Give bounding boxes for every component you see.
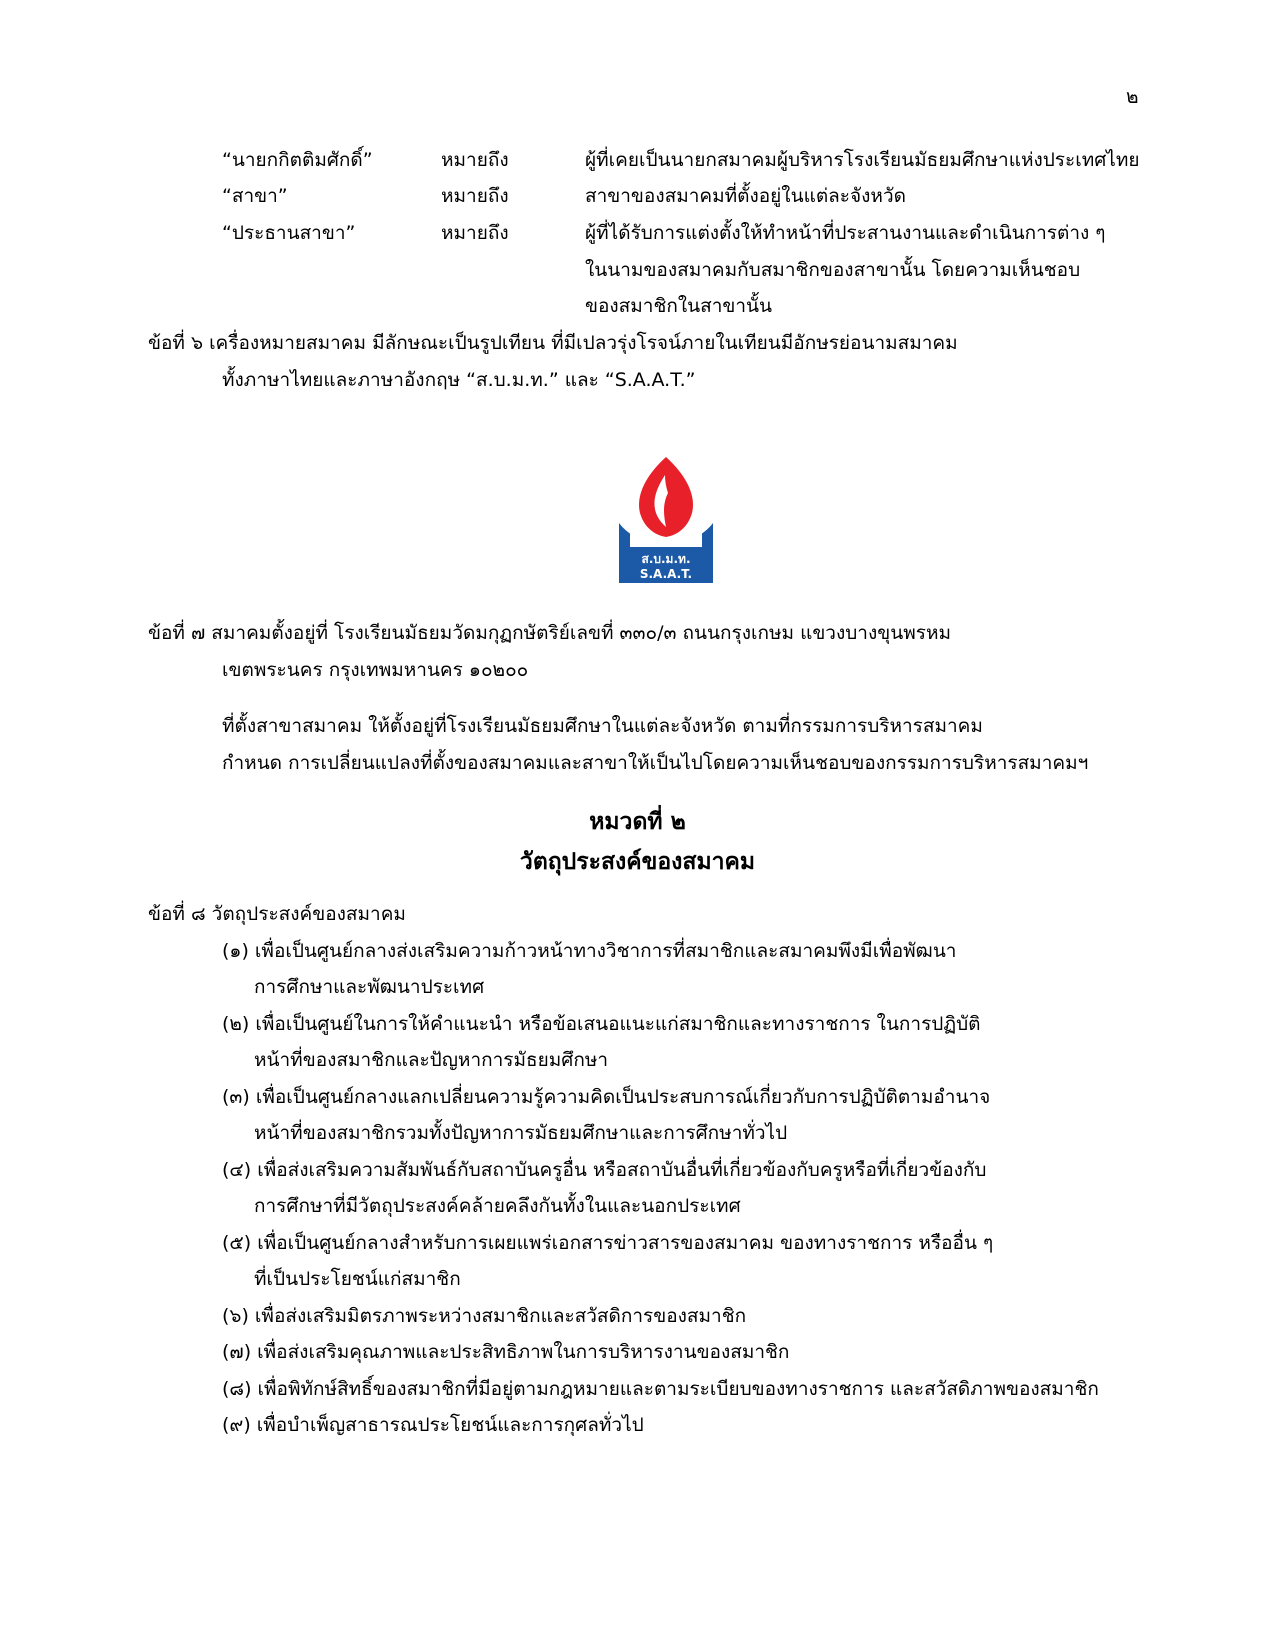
objective-item: (๒) เพื่อเป็นศูนย์ในการให้คำแนะนำ หรือข้อเสนอแนะแก่สมาชิกและทางราชการ ในการปฏิบัติ [222, 1013, 981, 1035]
definition-text: สาขาของสมาคมที่ตั้งอยู่ในแต่ละจังหวัด [585, 185, 906, 207]
article-7-text: ข้อที่ ๗ สมาคมตั้งอยู่ที่ โรงเรียนมัธยมวัดมกุฏกษัตริย์เลขที่ ๓๓๐/๓ ถนนกรุงเกษม แขวงบางขุนพรหม [148, 622, 952, 644]
page-number: ๒ [1126, 86, 1139, 108]
article-7-branch-text: กำหนด การเปลี่ยนแปลงที่ตั้งของสมาคมและสาขาให้เป็นไปโดยความเห็นชอบของกรรมการบริหารสมาคมฯ [222, 752, 1089, 774]
definition-text: ของสมาชิกในสาขานั้น [585, 295, 773, 317]
definition-term-branch: “สาขา” [222, 185, 288, 207]
objective-item-cont: ที่เป็นประโยชน์แก่สมาชิก [254, 1268, 461, 1290]
objective-item: (๔) เพื่อส่งเสริมความสัมพันธ์กับสถาบันครูอื่น หรือสถาบันอื่นที่เกี่ยวข้องกับครูหรือที่เกี่ยวข้องกับ [222, 1159, 987, 1181]
definition-verb: หมายถึง [441, 149, 509, 171]
objective-item: (๖) เพื่อส่งเสริมมิตรภาพระหว่างสมาชิกและสวัสดิการของสมาชิก [222, 1305, 747, 1327]
article-6-text: ข้อที่ ๖ เครื่องหมายสมาคม มีลักษณะเป็นรูปเทียน ที่มีเปลวรุ่งโรจน์ภายในเทียนมีอักษรย่อนามสมาคม [148, 332, 958, 354]
definition-text: ในนามของสมาคมกับสมาชิกของสาขานั้น โดยความเห็นชอบ [585, 259, 1081, 281]
chapter-title: หมวดที่ ๒ [589, 809, 686, 835]
article-7-text: เขตพระนคร กรุงเทพมหานคร ๑๐๒๐๐ [222, 659, 529, 681]
objective-item-cont: การศึกษาและพัฒนาประเทศ [254, 976, 485, 998]
association-logo [616, 455, 716, 585]
definition-text: ผู้ที่เคยเป็นนายกสมาคมผู้บริหารโรงเรียนมัธยมศึกษาแห่งประเทศไทย [585, 149, 1140, 171]
article-6-text: ทั้งภาษาไทยและภาษาอังกฤษ “ส.บ.ม.ท.” และ “S.A.A.T.” [222, 369, 696, 391]
objective-item-cont: การศึกษาที่มีวัตถุประสงค์คล้ายคลึงกันทั้งในและนอกประเทศ [254, 1195, 741, 1217]
objective-item-cont: หน้าที่ของสมาชิกรวมทั้งปัญหาการมัธยมศึกษาและการศึกษาทั่วไป [254, 1122, 788, 1144]
objective-item: (๘) เพื่อพิทักษ์สิทธิ์ของสมาชิกที่มีอยู่ตามกฎหมายและตามระเบียบของทางราชการ และสวัสดิภาพของสมาชิก [222, 1378, 1099, 1400]
definition-term-branch-chair: “ประธานสาขา” [222, 222, 356, 244]
objective-item: (๗) เพื่อส่งเสริมคุณภาพและประสิทธิภาพในการบริหารงานของสมาชิก [222, 1341, 790, 1363]
objective-item: (๕) เพื่อเป็นศูนย์กลางสำหรับการเผยแพร่เอกสารข่าวสารของสมาคม ของทางราชการ หรืออื่น ๆ [222, 1232, 994, 1254]
definition-verb: หมายถึง [441, 222, 509, 244]
chapter-subtitle: วัตถุประสงค์ของสมาคม [519, 849, 756, 875]
logo-text-thai: ส.บ.ม.ท. [641, 552, 691, 566]
definition-term-honorary-president: “นายกกิตติมศักดิ์” [222, 149, 373, 171]
article-7-branch-text: ที่ตั้งสาขาสมาคม ให้ตั้งอยู่ที่โรงเรียนมัธยมศึกษาในแต่ละจังหวัด ตามที่กรรมการบริหารสมาคม [222, 715, 983, 737]
definition-text: ผู้ที่ได้รับการแต่งตั้งให้ทำหน้าที่ประสานงานและดำเนินการต่าง ๆ [585, 222, 1106, 244]
objective-item: (๓) เพื่อเป็นศูนย์กลางแลกเปลี่ยนความรู้ความคิดเป็นประสบการณ์เกี่ยวกับการปฏิบัติตามอำนาจ [222, 1086, 991, 1108]
objective-item-cont: หน้าที่ของสมาชิกและปัญหาการมัธยมศึกษา [254, 1049, 609, 1071]
objective-item: (๑) เพื่อเป็นศูนย์กลางส่งเสริมความก้าวหน้าทางวิชาการที่สมาชิกและสมาคมพึงมีเพื่อพัฒนา [222, 940, 957, 962]
logo-text-english: S.A.A.T. [639, 567, 693, 581]
objective-item: (๙) เพื่อบำเพ็ญสาธารณประโยชน์และการกุศลทั่วไป [222, 1414, 644, 1436]
article-8-heading: ข้อที่ ๘ วัตถุประสงค์ของสมาคม [148, 903, 406, 925]
definition-verb: หมายถึง [441, 185, 509, 207]
